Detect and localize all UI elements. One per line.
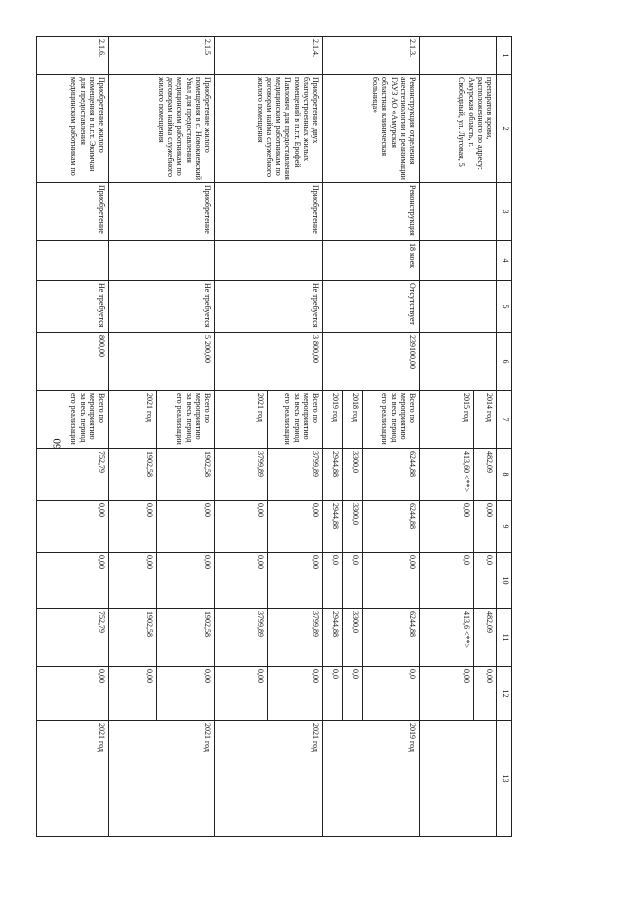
deadline: 2021 год [37, 721, 109, 837]
header-cell: 2 [497, 75, 512, 183]
work-type: Приобретение [109, 183, 215, 241]
expertise: Не требуется [37, 281, 109, 333]
capacity [215, 241, 323, 281]
value-cell: 482,09 [474, 449, 497, 501]
deadline [420, 721, 497, 837]
period: Всего по мероприятию за весь период его реализации [37, 391, 109, 449]
table-row [363, 37, 420, 837]
measure-name: Приобретение двух благоустроенных жилых помещений в п.г.т. Ерофей Павлович для предоставления медицинским работникам по договорам найма служебного жилого помещения [215, 75, 323, 183]
value-cell: 0,00 [474, 667, 497, 721]
cost: 239100,00 [323, 333, 420, 391]
expertise: Не требуется [215, 281, 323, 333]
value-cell: 0,00 [420, 667, 474, 721]
header-cell: 6 [497, 333, 512, 391]
value-cell: 0,00 [215, 553, 268, 609]
row-number [420, 37, 497, 75]
value-cell: 3799,89 [215, 449, 268, 501]
value-cell: 482,09 [474, 609, 497, 667]
value-cell: 0,0 [343, 667, 363, 721]
header-cell: 13 [497, 721, 512, 837]
row-number: 2.1.6. [37, 37, 109, 75]
value-cell: 6244,88 [363, 501, 420, 553]
value-cell: 0,0 [420, 553, 474, 609]
table-row [474, 37, 497, 837]
row-number: 2.1.3. [323, 37, 420, 75]
header-cell: 11 [497, 609, 512, 667]
table-row [37, 37, 109, 837]
period: Всего по мероприятию за весь период его реализации [157, 391, 215, 449]
cost: 5 200,00 [109, 333, 215, 391]
period: 2018 год [343, 391, 363, 449]
value-cell: 0,00 [37, 553, 109, 609]
header-row [497, 37, 512, 837]
row-number: 2.1.4. [215, 37, 323, 75]
cost: 3 800,00 [215, 333, 323, 391]
measure-name: Приобретение жилого помещения в п.г.т. Экимчан для предоставления медицинским работникам по [37, 75, 109, 183]
value-cell: 0,00 [109, 667, 157, 721]
page-number: 60 [51, 438, 64, 450]
work-type: Реконструкция [323, 183, 420, 241]
value-cell: 0,00 [268, 501, 323, 553]
capacity [37, 241, 109, 281]
measure-name: Приобретение жилого помещения в с. Новокиевский Увал для предоставления медицинским работникам по договорам найма служебного жилого помещения [109, 75, 215, 183]
value-cell: 1902,58 [109, 609, 157, 667]
value-cell: 3799,89 [268, 449, 323, 501]
value-cell: 3300,0 [343, 609, 363, 667]
period: Всего по мероприятию за весь период его реализации [268, 391, 323, 449]
value-cell: 0,0 [343, 553, 363, 609]
value-cell: 0,0 [474, 553, 497, 609]
header-cell: 12 [497, 667, 512, 721]
value-cell: 413,6 <**> [420, 609, 474, 667]
header-cell: 5 [497, 281, 512, 333]
value-cell: 0,00 [37, 667, 109, 721]
capacity [109, 241, 215, 281]
work-type: Приобретение [215, 183, 323, 241]
value-cell: 0,00 [215, 667, 268, 721]
value-cell: 0,00 [363, 553, 420, 609]
value-cell: 0,00 [157, 553, 215, 609]
value-cell: 413,60 <**> [420, 449, 474, 501]
value-cell: 0,00 [157, 501, 215, 553]
value-cell: 752,79 [37, 609, 109, 667]
header-cell: 1 [497, 37, 512, 75]
value-cell: 0,00 [157, 667, 215, 721]
period: Всего по мероприятию за весь период его реализации [363, 391, 420, 449]
measure-name: Реконструкция отделения анестезиологии и реанимации ГАУЗ АО «Амурская областная клиническая больница» [323, 75, 420, 183]
value-cell: 0,00 [109, 501, 157, 553]
capacity: 18 коек [323, 241, 420, 281]
value-cell: 752,79 [37, 449, 109, 501]
value-cell: 0,00 [37, 501, 109, 553]
header-cell: 3 [497, 183, 512, 241]
capacity [420, 241, 497, 281]
value-cell: 3799,89 [215, 609, 268, 667]
expertise [420, 281, 497, 333]
value-cell: 1902,58 [157, 449, 215, 501]
cost [420, 333, 497, 391]
period: 2021 год [109, 391, 157, 449]
value-cell: 0,00 [268, 553, 323, 609]
rotated-table-frame [69, 36, 512, 836]
header-cell: 10 [497, 553, 512, 609]
value-cell: 1902,58 [109, 449, 157, 501]
value-cell: 3300,0 [343, 501, 363, 553]
header-cell: 7 [497, 391, 512, 449]
value-cell: 6244,88 [363, 449, 420, 501]
value-cell: 0,00 [420, 501, 474, 553]
value-cell: 0,00 [109, 553, 157, 609]
value-cell: 0,0 [363, 667, 420, 721]
period: 2019 год [323, 391, 343, 449]
value-cell: 0,00 [268, 667, 323, 721]
measure-name: препаратов крови, расположенного по адресу: Амурская область, г. Свободный, ул. Луговая, 5 [420, 75, 497, 183]
value-cell: 0,00 [215, 501, 268, 553]
value-cell: 6244,88 [363, 609, 420, 667]
value-cell: 3799,89 [268, 609, 323, 667]
period: 2015 год [420, 391, 474, 449]
cost: 800,00 [37, 333, 109, 391]
value-cell: 2944,88 [323, 501, 343, 553]
deadline: 2021 год [109, 721, 215, 837]
value-cell: 0,0 [323, 553, 343, 609]
expertise: Не требуется [109, 281, 215, 333]
header-cell: 4 [497, 241, 512, 281]
value-cell: 0,0 [323, 667, 343, 721]
deadline: 2019 год [323, 721, 420, 837]
work-type [420, 183, 497, 241]
table-row [157, 37, 215, 837]
row-number: 2.1.5 [109, 37, 215, 75]
header-cell: 9 [497, 501, 512, 553]
period: 2021 год [215, 391, 268, 449]
header-cell: 8 [497, 449, 512, 501]
work-type: Приобретение [37, 183, 109, 241]
value-cell: 2944,88 [323, 449, 343, 501]
deadline: 2021 год [215, 721, 323, 837]
value-cell: 2944,88 [323, 609, 343, 667]
expertise: Отсутствует [323, 281, 420, 333]
table-row [268, 37, 323, 837]
period: 2014 год [474, 391, 497, 449]
program-table [36, 36, 512, 837]
value-cell: 0,00 [474, 501, 497, 553]
value-cell: 1902,58 [157, 609, 215, 667]
value-cell: 3300,0 [343, 449, 363, 501]
